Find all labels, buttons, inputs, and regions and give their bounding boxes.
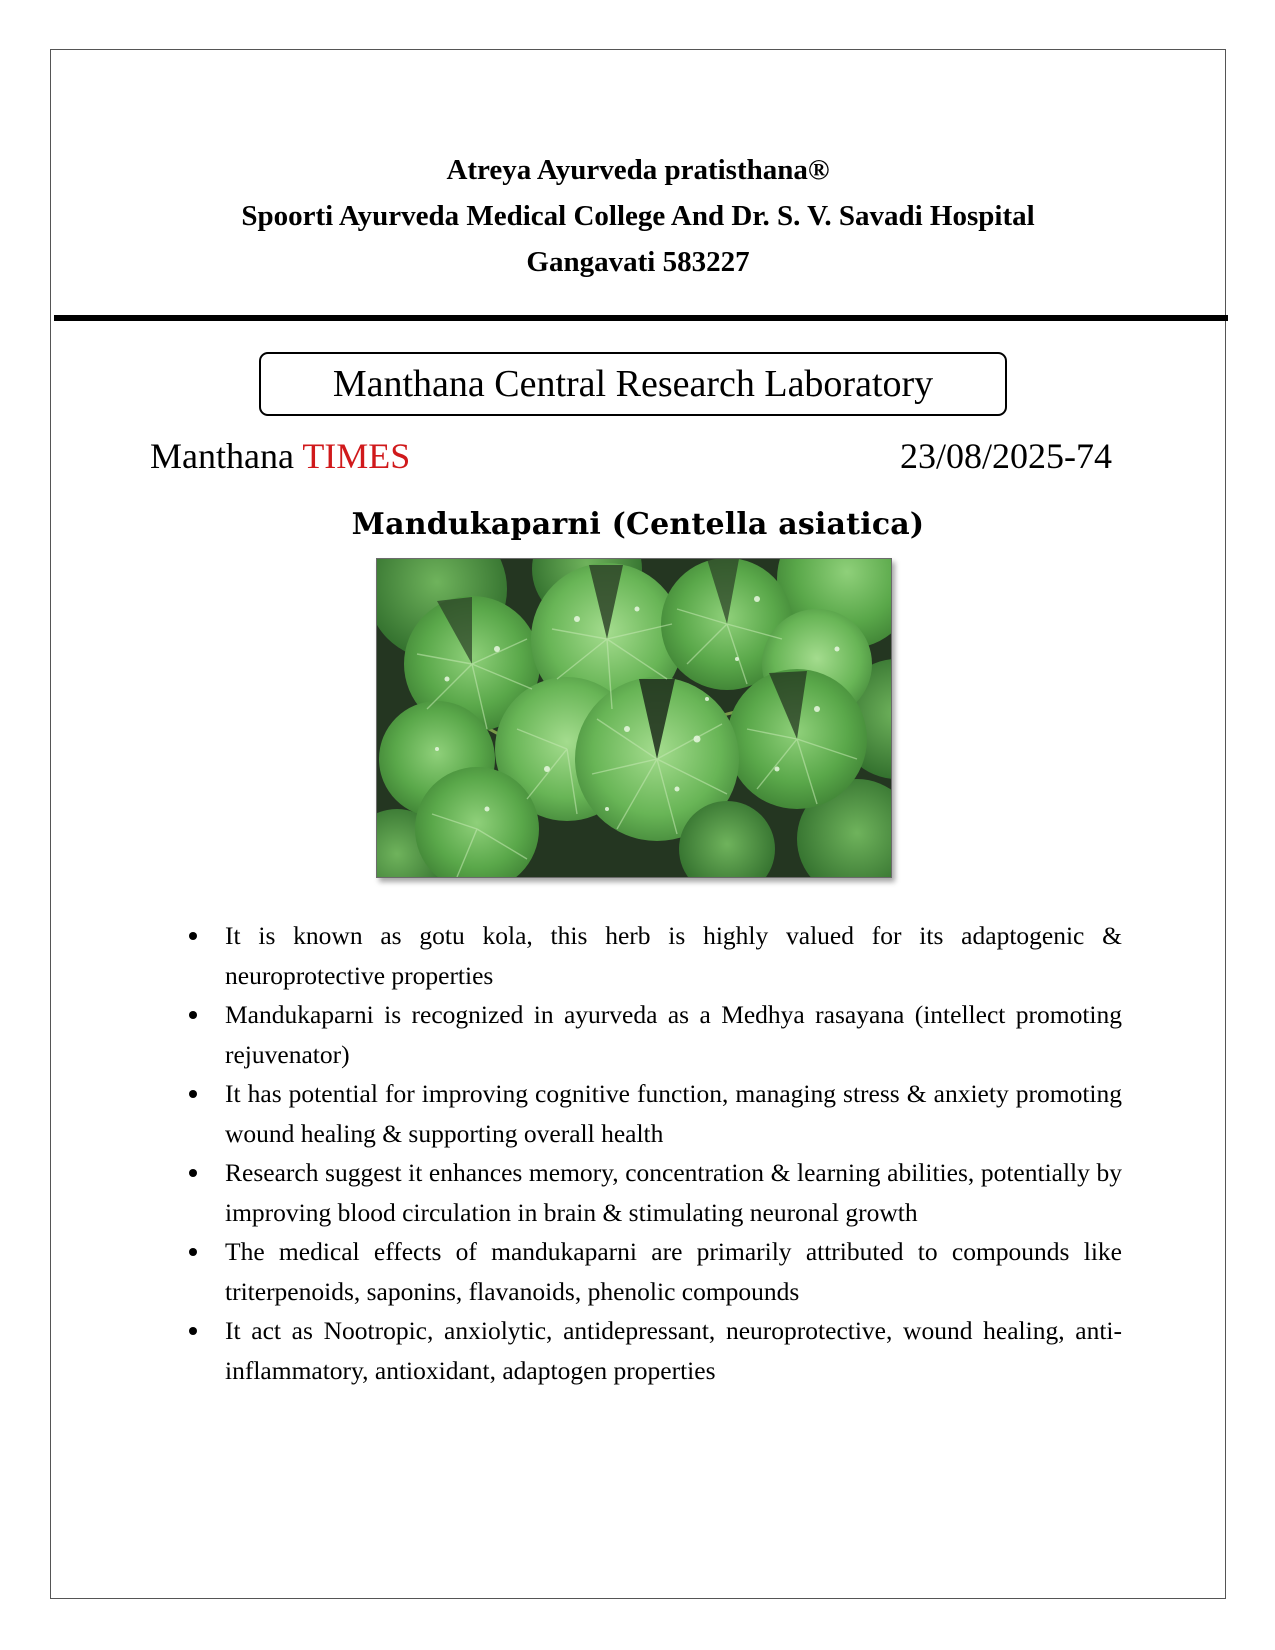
header-divider [54,315,1228,321]
list-item-text: The medical effects of mandukaparni are primarily attributed to compounds like triterpenoids, saponins, flavanoids, phenolic compounds [225,1237,1122,1306]
article-title: Mandukaparni (Centella asiatica) [351,507,925,542]
header-line-1: Atreya Ayurveda pratisthana® [446,154,830,186]
newsletter-name-times: TIMES [302,436,411,476]
bullet-icon [189,1248,197,1256]
bullet-icon [189,1090,197,1098]
plant-photo-icon [376,558,892,878]
lab-name-box [259,352,1007,416]
list-item [180,916,1122,995]
header-line-3: Gangavati 583227 [526,246,750,278]
newsletter-name [150,434,410,478]
list-item [180,1074,1122,1153]
list-item-text: Mandukaparni is recognized in ayurveda as a Medhya rasayana (intellect promoting rejuvenator) [225,1000,1122,1069]
list-item-text: It is known as gotu kola, this herb is highly valued for its adaptogenic & neuroprotective properties [225,921,1122,990]
list-item [180,1232,1122,1311]
list-item [180,1153,1122,1232]
list-item-text: It act as Nootropic, anxiolytic, antidepressant, neuroprotective, wound healing, anti-inflammatory, antioxidant, adaptogen properties [225,1316,1122,1385]
list-item [180,1311,1122,1390]
header-line-2: Spoorti Ayurveda Medical College And Dr. S. V. Savadi Hospital [241,200,1035,232]
bullet-icon [189,1327,197,1335]
facts-list [180,916,1122,1390]
issue-date: 23/08/2025-74 [900,436,1112,476]
list-item-text: It has potential for improving cognitive function, managing stress & anxiety promoting wound healing & supporting overall health [225,1079,1122,1148]
bullet-icon [189,1169,197,1177]
list-item [180,995,1122,1074]
lab-name: Manthana Central Research Laboratory [332,363,934,405]
institution-header [50,147,1226,285]
newsletter-name-part1: Manthana [150,436,294,476]
bullet-icon [189,1011,197,1019]
bullet-icon [189,932,197,940]
list-item-text: Research suggest it enhances memory, concentration & learning abilities, potentially by improving blood circulation in brain & stimulating neuronal growth [225,1158,1122,1227]
